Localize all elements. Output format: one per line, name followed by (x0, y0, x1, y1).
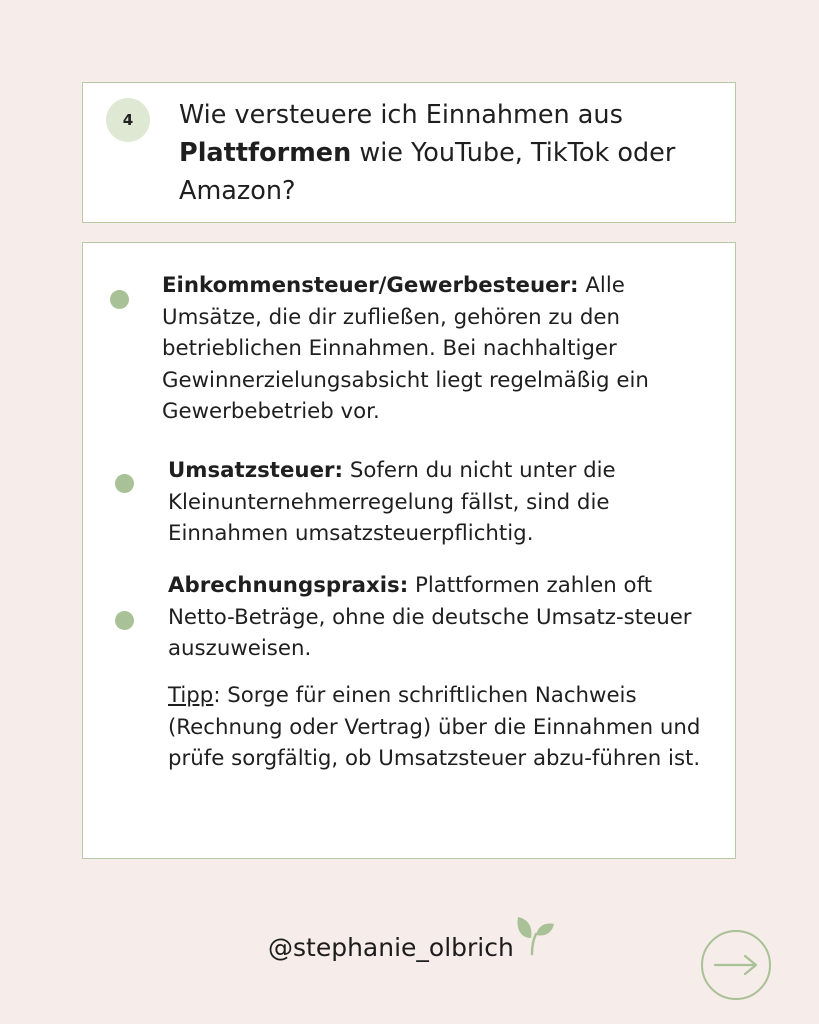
author-handle: @stephanie_olbrich (268, 933, 514, 962)
tip-body: : Sorge für einen schriftlichen Nachweis (Rechnung oder Vertrag) über die Einnahmen und prüfe sorgfältig, ob Umsatzsteuer abzu-führen ist. (168, 683, 701, 771)
next-slide-button[interactable] (701, 930, 771, 1000)
answer-card (82, 242, 736, 859)
question-line-2: wie YouTube, TikTok oder (351, 138, 676, 168)
question-number-badge: 4 (106, 98, 150, 142)
arrow-right-icon (713, 953, 759, 977)
question-bold-word: Plattformen (179, 138, 352, 168)
question-line-1: Wie versteuere ich Einnahmen aus (179, 100, 623, 130)
question-title (179, 96, 719, 210)
question-card (82, 82, 736, 223)
point-income-tax (162, 270, 712, 428)
point-title: Umsatzsteuer: (168, 458, 344, 483)
tip-text (168, 680, 713, 775)
point-title: Einkommensteuer/Gewerbesteuer: (162, 273, 579, 298)
tip-label: Tipp (168, 683, 214, 708)
bullet-dot-3 (115, 611, 134, 630)
bullet-dot-1 (110, 290, 129, 309)
sprout-icon (514, 912, 556, 956)
question-line-3: Amazon? (179, 176, 296, 206)
point-title: Abrechnungspraxis: (168, 573, 409, 598)
bullet-dot-2 (115, 474, 134, 493)
point-text: Sofern du nicht unter die Kleinunternehmerregelung fällst, sind die Einnahmen umsatzsteuerpflichtig. (168, 458, 616, 546)
point-vat (168, 455, 698, 550)
point-text: Plattformen zahlen oft Netto-Beträge, ohne die deutsche Umsatz-steuer auszuweisen. (168, 573, 692, 661)
point-text: Alle Umsätze, die dir zufließen, gehören zu den betrieblichen Einnahmen. Bei nachhaltiger Gewinnerzielungsabsicht liegt regelmäßig ein Gewerbebetrieb vor. (162, 273, 649, 424)
point-billing-practice (168, 570, 698, 665)
